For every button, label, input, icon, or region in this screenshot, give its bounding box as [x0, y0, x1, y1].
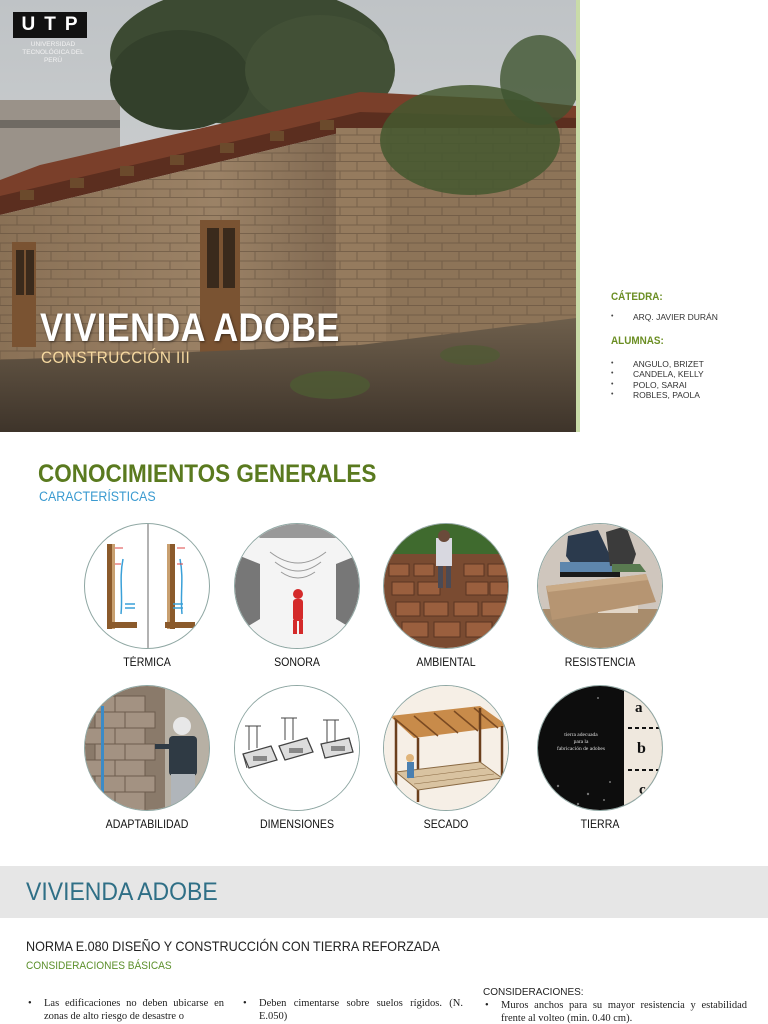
alumna-item: • ROBLES, PAOLA: [611, 390, 761, 401]
consideration-col-2: [241, 997, 463, 1023]
alumnas-label: ALUMNAS:: [611, 334, 664, 347]
utp-logo-subtitle: UNIVERSIDAD TECNOLÓGICA DEL PERÚ: [22, 41, 84, 64]
catedra-list: [611, 312, 761, 323]
tierra-caption-line: fabricación de adobes: [557, 746, 605, 752]
section-band: [0, 866, 768, 918]
consideraciones-heading: CONSIDERACIONES:: [483, 987, 584, 998]
feature-resistencia: [535, 523, 665, 669]
credits-panel: [611, 291, 761, 401]
feature-label: DIMENSIONES: [259, 819, 335, 831]
catedra-label: CÁTEDRA:: [611, 291, 663, 303]
norma-title: NORMA E.080 DISEÑO Y CONSTRUCCIÓN CON TIERRA REFORZADA: [26, 938, 440, 954]
tierra-caption-line: para la: [573, 739, 589, 745]
feature-sonora: [232, 523, 362, 669]
soil-layers-icon: [537, 685, 663, 811]
considerations-columns: [0, 984, 768, 1024]
hero-subtitle: CONSTRUCCIÓN III: [41, 348, 191, 367]
feature-dimensiones: [232, 685, 362, 831]
consideration-col-3: [483, 986, 747, 1024]
adobe-bricks-photo: [383, 523, 509, 649]
tierra-caption-line: tierra adecuada: [564, 732, 598, 738]
alumnas-list: [611, 359, 761, 401]
hero-title: VIVIENDA ADOBE: [40, 306, 340, 350]
feature-secado: [381, 685, 511, 831]
norma-subtitle: CONSIDERACIONES BÁSICAS: [26, 960, 172, 972]
knowledge-subtitle: CARACTERÍSTICAS: [39, 489, 156, 504]
knowledge-title: CONOCIMIENTOS GENERALES: [38, 460, 377, 488]
feature-label: SONORA: [274, 657, 320, 669]
hero-section: [0, 0, 768, 432]
feature-tierra: [535, 685, 665, 831]
brick-molds-icon: [234, 685, 360, 811]
band-title: VIVIENDA ADOBE: [26, 878, 218, 906]
feature-adaptabilidad: [82, 685, 212, 831]
feature-label: AMBIENTAL: [416, 657, 476, 669]
alumna-item: • ANGULO, BRIZET: [611, 359, 761, 370]
consideration-col-1: [26, 997, 224, 1023]
acoustic-diagram-icon: [234, 523, 360, 649]
feature-termica: [82, 523, 212, 669]
feature-label: TIERRA: [580, 819, 620, 831]
alumna-item: • CANDELA, KELLY: [611, 369, 761, 380]
thermal-diagram-icon: [84, 523, 210, 649]
feature-label: SECADO: [423, 819, 469, 831]
layer-letter-b: b: [637, 740, 646, 757]
boot-on-brick-photo: [537, 523, 663, 649]
feature-label: ADAPTABILIDAD: [105, 819, 189, 831]
consideration-item: • Muros anchos para su mayor resistencia y estabilidad frente al volteo (min. 0.40 cm).: [483, 999, 747, 1024]
alumna-item: • POLO, SARAI: [611, 380, 761, 391]
catedra-item: • ARQ. JAVIER DURÁN: [611, 312, 761, 323]
utp-logo: UTP: [13, 12, 87, 38]
feature-ambiental: [381, 523, 511, 669]
worker-wall-photo: [84, 685, 210, 811]
layer-letter-c: c: [639, 782, 646, 798]
consideration-item: • Las edificaciones no deben ubicarse en zonas de alto riesgo de desastre o: [26, 997, 224, 1023]
hero-divider: [576, 0, 580, 432]
drying-shed-icon: [383, 685, 509, 811]
tierra-caption: [538, 732, 624, 753]
layer-letter-a: a: [635, 700, 643, 716]
consideration-item: • Deben cimentarse sobre suelos rígidos. (N. E.050): [241, 997, 463, 1023]
feature-label: TÉRMICA: [123, 657, 171, 669]
knowledge-section: [0, 432, 768, 866]
feature-label: RESISTENCIA: [564, 657, 636, 669]
